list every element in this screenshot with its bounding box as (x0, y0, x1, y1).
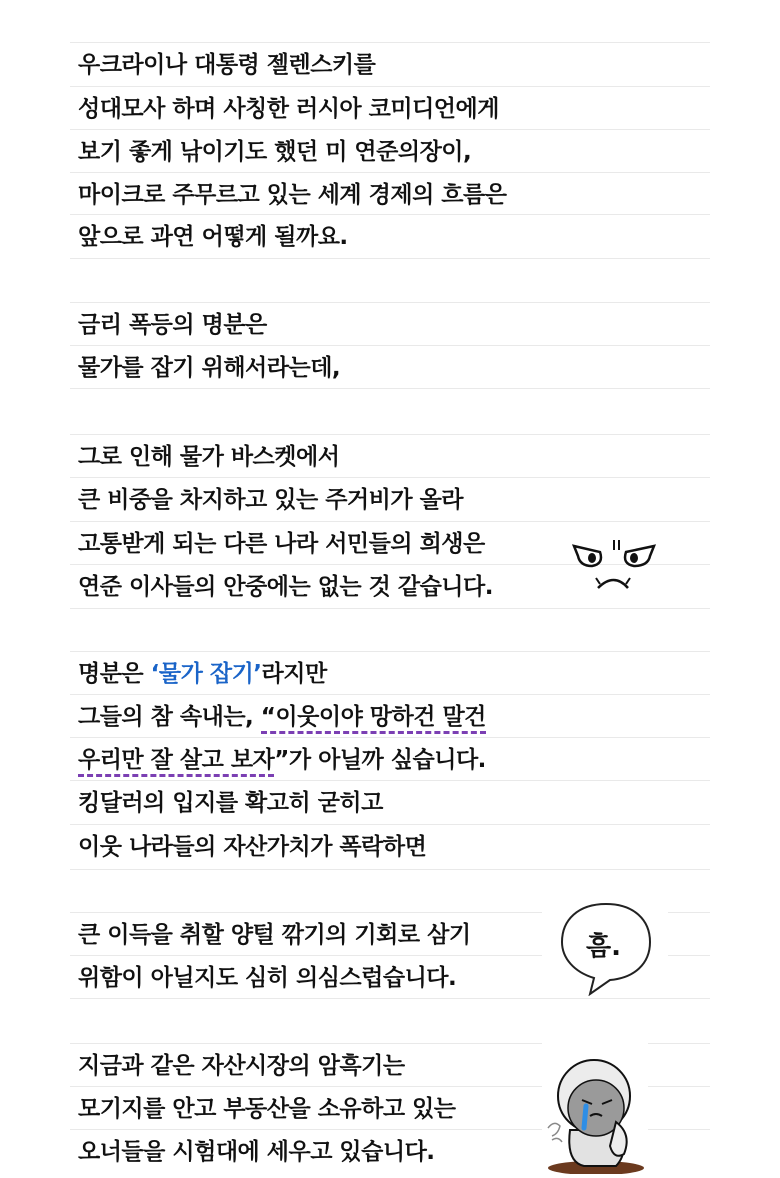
text-line: 그들의 참 속내는, “이웃이야 망하건 말건 (70, 694, 710, 737)
divider (668, 955, 710, 956)
text-line: 마이크로 주무르고 있는 세계 경제의 흐름은 (70, 172, 710, 215)
text-line: 연준 이사들의 안중에는 없는 것 같습니다. (70, 564, 710, 607)
text-line: 킹달러의 입지를 확고히 굳히고 (70, 780, 710, 823)
crying-character-icon (544, 1050, 644, 1174)
text-line: 고통받게 되는 다른 나라 서민들의 희생은 (70, 521, 710, 564)
highlighted-phrase: ‘물가 잡기’ (150, 661, 262, 687)
speech-bubble (556, 900, 656, 996)
text-line: 위함이 아닐지도 심히 의심스럽습니다. (70, 955, 542, 998)
text-line: 이웃 나라들의 자산가치가 폭락하면 (70, 824, 710, 867)
angry-face-icon (570, 538, 660, 596)
text-line: 물가를 잡기 위해서라는데, (70, 345, 710, 388)
text-line: 그로 인해 물가 바스켓에서 (70, 434, 710, 477)
text-line: 지금과 같은 자산시장의 암흑기는 (70, 1043, 542, 1086)
text-line: 성대모사 하며 사칭한 러시아 코미디언에게 (70, 86, 710, 129)
divider (648, 1086, 710, 1087)
speech-bubble-text: 흠. (586, 932, 621, 962)
text-line: 큰 이득을 취할 양털 깎기의 기회로 삼기 (70, 912, 542, 955)
divider (70, 388, 710, 389)
underlined-phrase: “이웃이야 망하건 말건 (261, 704, 486, 734)
divider (70, 869, 710, 870)
divider (70, 998, 710, 999)
text-line: 오너들을 시험대에 세우고 있습니다. (70, 1129, 542, 1172)
underlined-phrase: 우리만 잘 살고 보자 (78, 747, 274, 777)
text-line: 앞으로 과연 어떻게 될까요. (70, 214, 710, 257)
divider (648, 1129, 710, 1130)
divider (70, 608, 710, 609)
divider (648, 1043, 710, 1044)
text-line: 명분은 ‘물가 잡기’라지만 (70, 651, 710, 694)
text-line: 보기 좋게 낚이기도 했던 미 연준의장이, (70, 129, 710, 172)
divider (70, 258, 710, 259)
text-line: 큰 비중을 차지하고 있는 주거비가 올라 (70, 477, 710, 520)
text-line: 우리만 잘 살고 보자”가 아닐까 싶습니다. (70, 737, 710, 780)
text-line: 모기지를 안고 부동산을 소유하고 있는 (70, 1086, 542, 1129)
text-line: 금리 폭등의 명분은 (70, 302, 710, 345)
text-line: 우크라이나 대통령 젤렌스키를 (70, 42, 710, 85)
divider (668, 912, 710, 913)
